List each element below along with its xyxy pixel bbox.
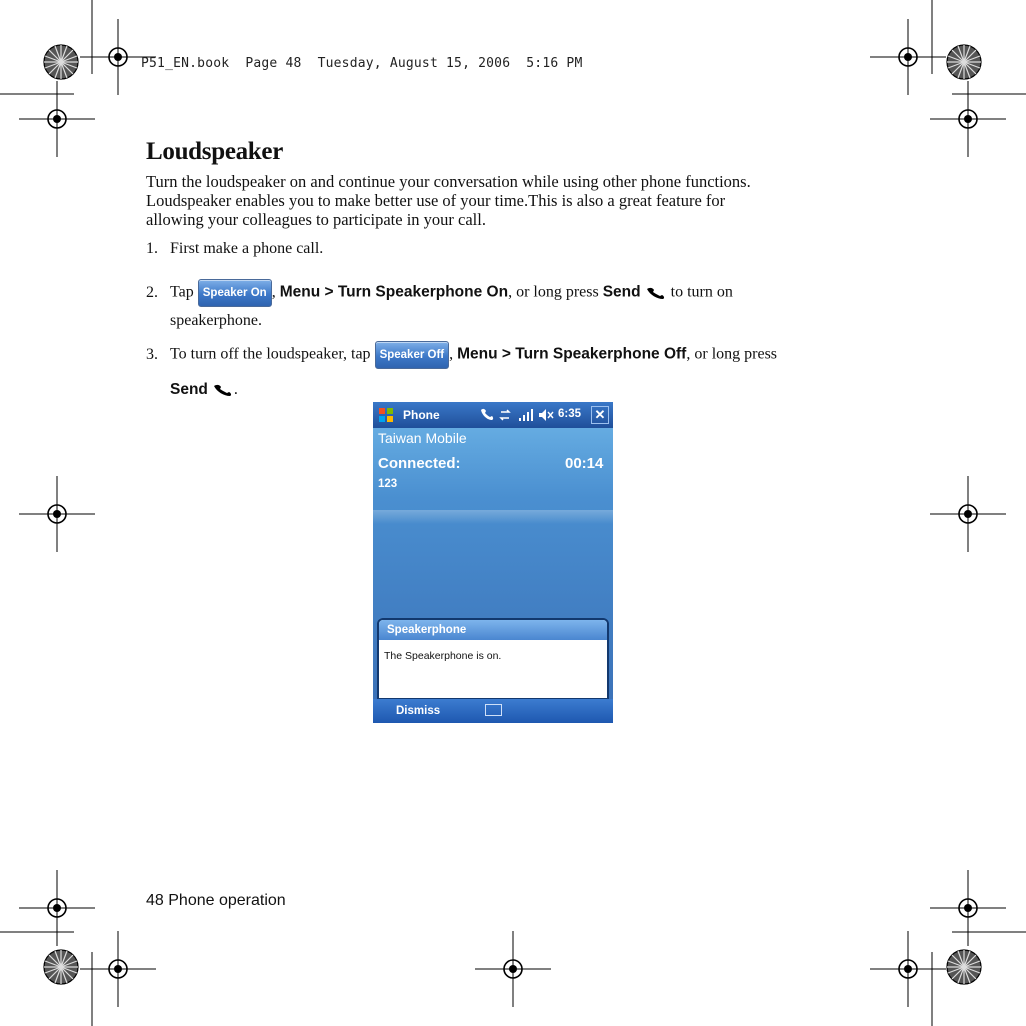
crosshair-mark: [930, 870, 1006, 946]
call-icon: [481, 409, 493, 420]
title-bar: [373, 402, 613, 428]
starburst-mark-tr: [947, 45, 981, 79]
speakerphone-notification: [377, 618, 609, 700]
step-number: 1.: [146, 240, 158, 257]
phone-send-icon: [645, 286, 667, 300]
crosshair-mark: [930, 476, 1006, 552]
crosshair-mark: [19, 81, 95, 157]
book-file-info: P51_EN.book Page 48 Tuesday, August 15, 2006 5:16 PM: [141, 56, 583, 71]
status-icons: [479, 406, 559, 424]
step-text: First make a phone call.: [170, 240, 324, 257]
call-status: Connected:: [378, 455, 461, 472]
starburst-mark-bl: [44, 950, 78, 984]
crosshair-mark: [870, 931, 946, 1007]
step-text: To turn off the loudspeaker, tap: [170, 345, 371, 363]
windows-start-icon: [377, 406, 395, 424]
call-duration: 00:14: [565, 455, 604, 472]
phone-number: 123: [378, 478, 398, 490]
signal-icon: [519, 409, 533, 421]
step-number: 3.: [146, 345, 158, 363]
section-intro: [146, 172, 846, 229]
phone-screenshot: [373, 402, 613, 723]
step-1: [146, 239, 323, 259]
step-2: 2. Tap Speaker On , Menu > Turn Speakerphone On, or long press Send to turn on speakerphone.: [146, 279, 836, 331]
background-wave: [373, 510, 613, 524]
phone-send-icon: [212, 383, 234, 397]
carrier-name: Taiwan Mobile: [378, 430, 467, 446]
intro-line: Loudspeaker enables you to make better use of your time.This is also a great feature for: [146, 191, 726, 210]
clock: 6:35: [558, 408, 582, 420]
step-continuation: speakerphone.: [170, 312, 262, 329]
crosshair-mark: [19, 476, 95, 552]
send-key-label: Send: [170, 381, 208, 398]
app-name: Phone: [403, 408, 440, 422]
speaker-off-button: Speaker Off: [375, 341, 450, 369]
send-key-label: Send: [602, 283, 641, 301]
notification-title: Speakerphone: [379, 620, 607, 640]
intro-line: Turn the loudspeaker on and continue your conversation while using other phone functions.: [146, 172, 751, 191]
step-continuation: Send .: [170, 381, 238, 398]
starburst-mark-br: [947, 950, 981, 984]
keyboard-icon[interactable]: [485, 704, 502, 716]
crosshair-mark: [19, 870, 95, 946]
volume-x-icon: [548, 412, 553, 418]
speaker-on-button: Speaker On: [198, 279, 272, 307]
crosshair-mark: [870, 19, 946, 95]
section-title: Loudspeaker: [146, 138, 284, 165]
starburst-mark-tl: [44, 45, 78, 79]
step-text: Tap: [170, 283, 194, 301]
step-number: 2.: [146, 283, 158, 301]
intro-line: allowing your colleagues to participate in your call.: [146, 210, 486, 229]
page-footer: 48 Phone operation: [146, 892, 286, 909]
step-3: 3. To turn off the loudspeaker, tap Speaker Off , Menu > Turn Speakerphone Off, or long press Send .: [146, 341, 846, 400]
menu-path: Menu > Turn Speakerphone Off: [457, 345, 687, 363]
sync-icon: [501, 410, 509, 420]
close-button[interactable]: ✕: [591, 406, 609, 424]
softkey-bar: [373, 699, 613, 723]
speaker-icon: [539, 409, 546, 421]
dismiss-softkey[interactable]: Dismiss: [396, 705, 441, 717]
crosshair-mark: [80, 931, 156, 1007]
crosshair-mark: [930, 81, 1006, 157]
crosshair-mark: [475, 931, 551, 1007]
notification-message: The Speakerphone is on.: [384, 650, 502, 662]
menu-path: Menu > Turn Speakerphone On: [279, 283, 509, 301]
